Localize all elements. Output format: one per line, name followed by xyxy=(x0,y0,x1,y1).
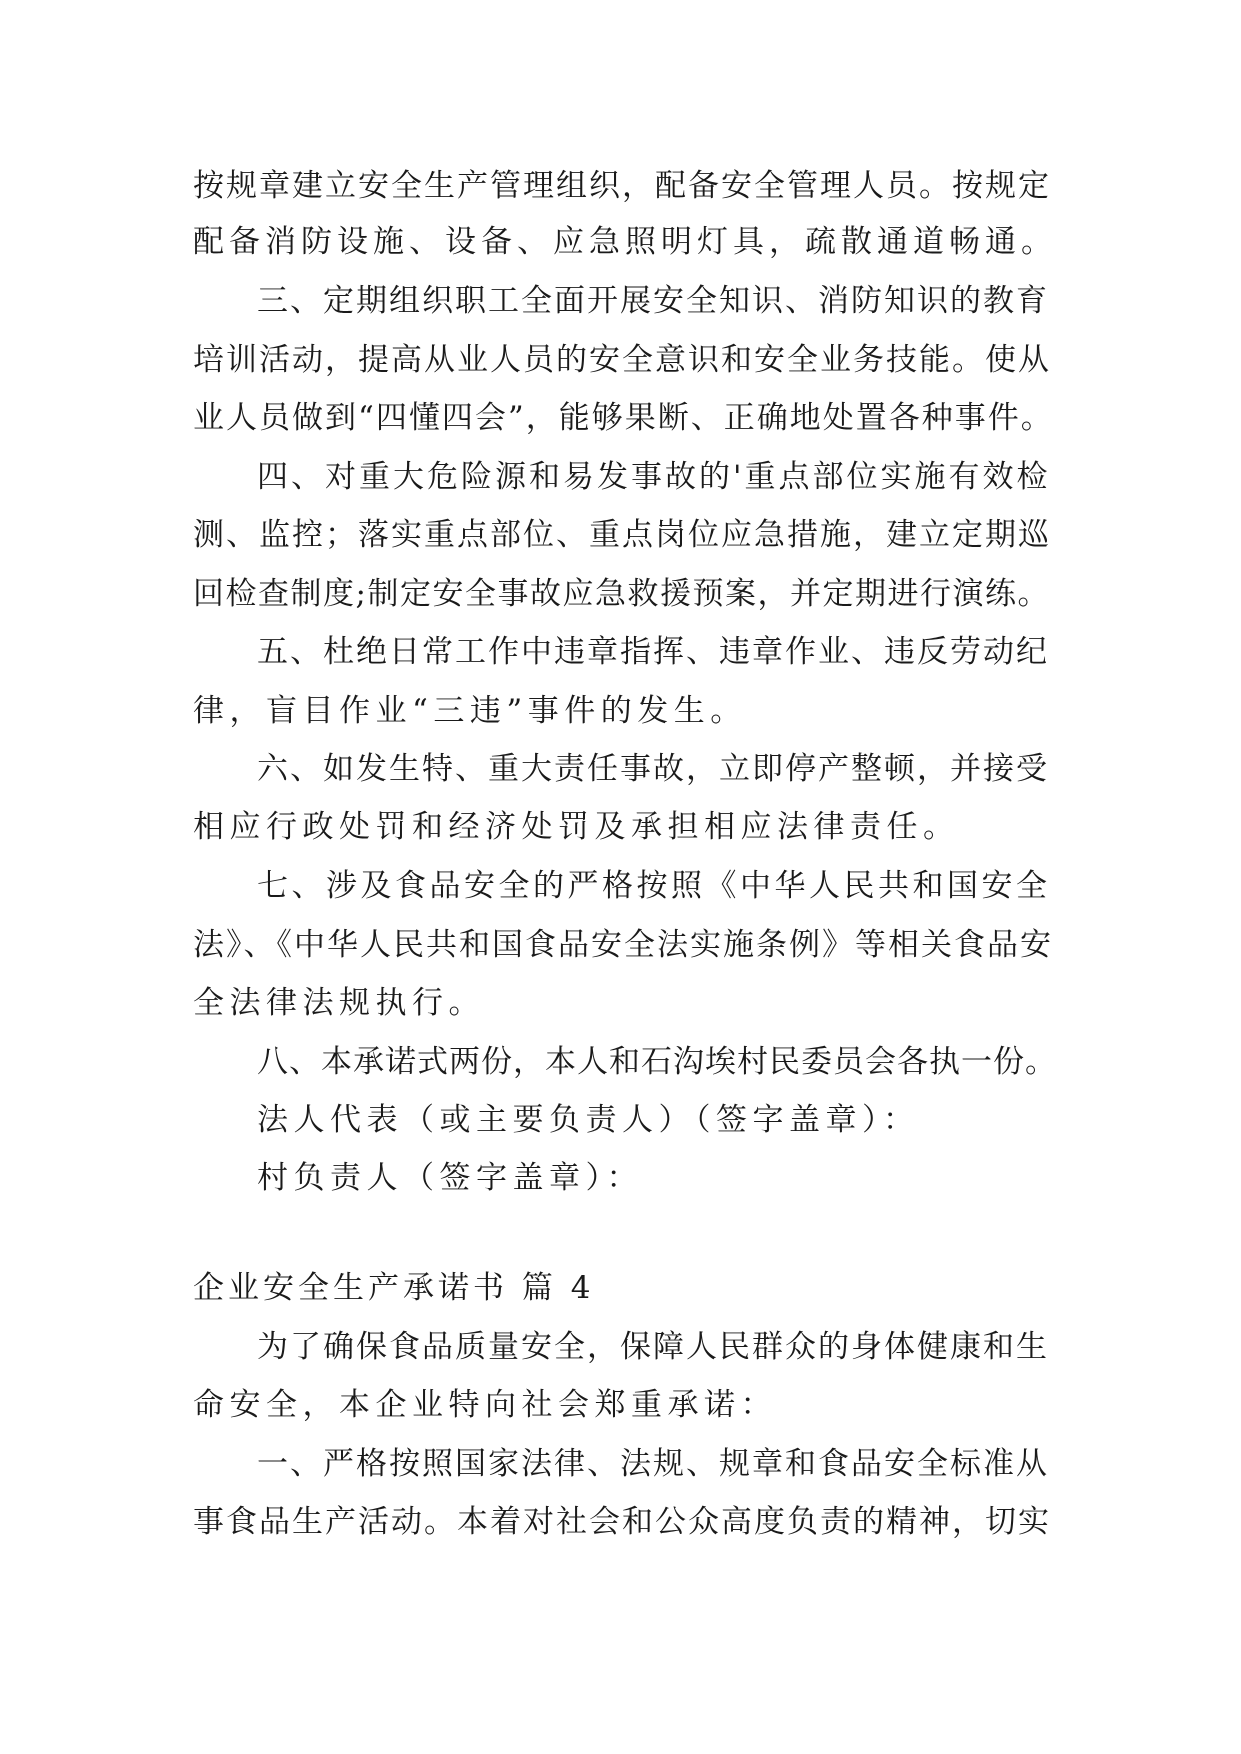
section-heading: 企业安全生产承诺书 篇 4 xyxy=(193,1270,595,1306)
paragraph-start-line: 五、杜绝日常工作中违章指挥、违章作业、违反劳动纪 xyxy=(257,634,1049,670)
paragraph-start-line: 四、对重大危险源和易发事故的'重点部位实施有效检 xyxy=(257,459,1051,495)
signature-line-village: 村负责人（签字盖章）： xyxy=(257,1160,643,1196)
paragraph-start-line: 一、严格按照国家法律、法规、规章和食品安全标准从 xyxy=(257,1446,1049,1482)
paragraph-start-line: 为了确保食品质量安全，保障人民群众的身体健康和生 xyxy=(257,1329,1049,1365)
text-line: 命安全，本企业特向社会郑重承诺： xyxy=(193,1387,777,1423)
text-line: 全法律法规执行。 xyxy=(193,985,485,1021)
text-line: 相应行政处罚和经济处罚及承担相应法律责任。 xyxy=(193,809,960,845)
text-line: 培训活动，提高从业人员的安全意识和安全业务技能。使从 xyxy=(193,342,1051,378)
text-line: 按规章建立安全生产管理组织，配备安全管理人员。按规定 xyxy=(193,168,1051,204)
text-line: 律，盲目作业“三违”事件的发生。 xyxy=(193,693,747,729)
text-line: 回检查制度;制定安全事故应急救援预案，并定期进行演练。 xyxy=(193,576,1050,612)
text-line: 配备消防设施、设备、应急照明灯具，疏散通道畅通。 xyxy=(193,224,1057,260)
text-line: 业人员做到“四懂四会”，能够果断、正确地处置各种事件。 xyxy=(193,400,1054,436)
paragraph-start-line: 八、本承诺式两份，本人和石沟埃村民委员会各执一份。 xyxy=(257,1044,1057,1080)
text-line: 事食品生产活动。本着对社会和公众高度负责的精神，切实 xyxy=(193,1504,1051,1540)
paragraph-start-line: 七、涉及食品安全的严格按照《中华人民共和国安全 xyxy=(257,868,1051,904)
paragraph-start-line: 三、定期组织职工全面开展安全知识、消防知识的教育 xyxy=(257,283,1049,319)
signature-line-legal-rep: 法人代表（或主要负责人）（签字盖章）： xyxy=(257,1102,920,1138)
text-line: 法》、《中华人民共和国食品安全法实施条例》等相关食品安 xyxy=(193,927,1053,963)
paragraph-start-line: 六、如发生特、重大责任事故，立即停产整顿，并接受 xyxy=(257,751,1049,787)
text-line: 测、监控；落实重点部位、重点岗位应急措施，建立定期巡 xyxy=(193,517,1051,553)
